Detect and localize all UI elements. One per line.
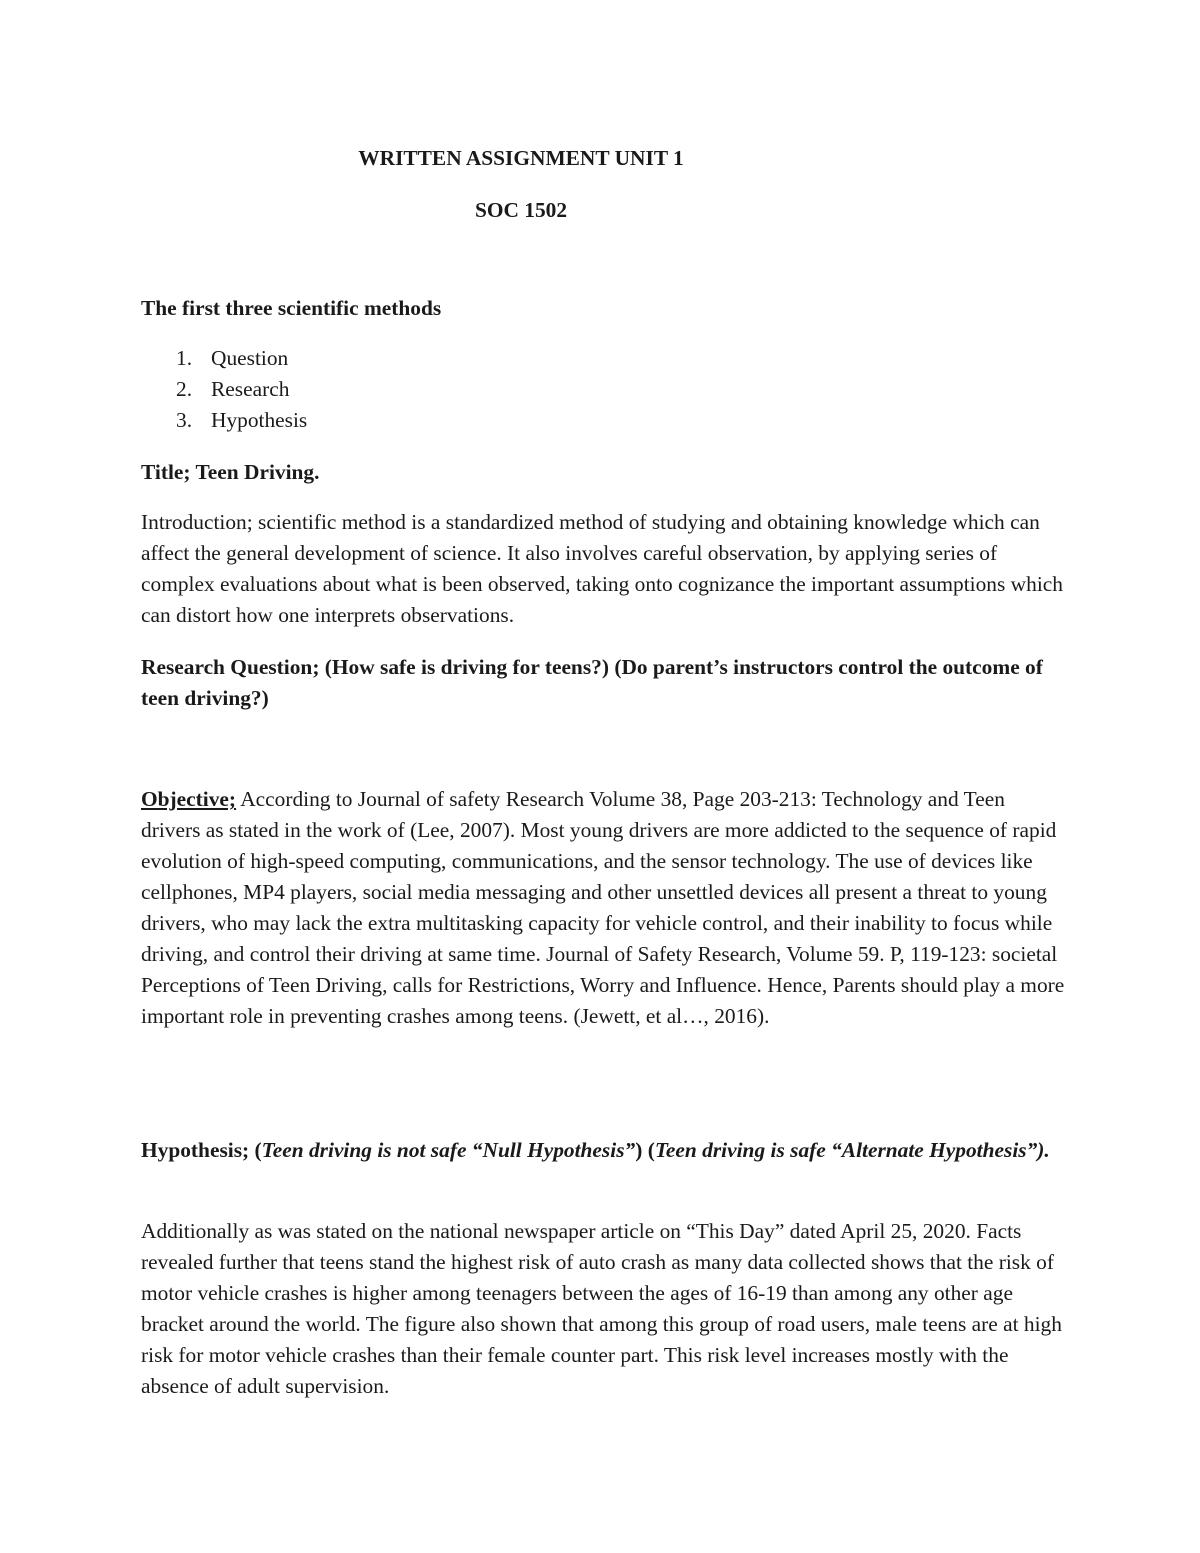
research-question: Research Question; (How safe is driving for teens?) (Do parent’s instructors control the outcome of teen driving?)	[141, 655, 1043, 710]
hypothesis-separator: ; (	[242, 1138, 262, 1162]
objective-text: According to Journal of safety Research Volume 38, Page 203-213: Technology and Teen drivers as stated in the work of (Lee, 2007). Most young drivers are more addicted to the sequence of rapid evolution of high-speed computing, communications, and the sensor technology. The use of devices like cellphones, MP4 players, social media messaging and other unsettled devices all present a threat to young drivers, who may lack the extra multitasking capacity for vehicle control, and their inability to focus while driving, and control their driving at same time. Journal of Safety Research, Volume 59. P, 119-123: societal Perceptions of Teen Driving, calls for Restrictions, Worry and Influence. Hence, Parents should play a more important role in preventing crashes among teens. (Jewett, et al…, 2016).	[141, 787, 1065, 1028]
list-item	[141, 405, 307, 436]
list-item	[141, 374, 307, 405]
list-item	[141, 343, 307, 374]
list-item-number: 3.	[176, 408, 193, 432]
list-item-number: 2.	[176, 377, 193, 401]
methods-heading: The first three scientific methods	[141, 296, 442, 320]
objective-paragraph	[141, 784, 1066, 1032]
list-item-label: Hypothesis	[211, 408, 308, 432]
paper-title: Title; Teen Driving.	[141, 460, 320, 484]
course-code: SOC 1502	[474, 198, 568, 222]
null-hypothesis: Teen driving is not safe “Null Hypothesis”	[261, 1138, 636, 1162]
hypothesis-separator: ) (	[635, 1138, 655, 1162]
hypothesis-label: Hypothesis	[141, 1138, 243, 1162]
hypothesis-paragraph	[141, 1135, 1066, 1166]
list-item-label: Research	[211, 377, 290, 401]
objective-label: Objective;	[141, 787, 237, 811]
methods-list	[141, 343, 307, 436]
additional-paragraph: Additionally as was stated on the national newspaper article on “This Day” dated April 25, 2020. Facts revealed further that teens stand the highest risk of auto crash as many data collected shows that the risk of motor vehicle crashes is higher among teenagers between the ages of 16-19 than among any other age bracket around the world. The figure also shown that among this group of road users, male teens are at high risk for motor vehicle crashes than their female counter part. This risk level increases mostly with the absence of adult supervision.	[141, 1219, 1062, 1398]
introduction-paragraph: Introduction; scientific method is a standardized method of studying and obtaining knowledge which can affect the general development of science. It also involves careful observation, by applying series of complex evaluations about what is been observed, taking onto cognizance the important assumptions which can distort how one interprets observations.	[141, 510, 1063, 627]
list-item-number: 1.	[176, 346, 193, 370]
alternate-hypothesis: Teen driving is safe “Alternate Hypothesis”).	[654, 1138, 1050, 1162]
list-item-label: Question	[211, 346, 289, 370]
document-title: WRITTEN ASSIGNMENT UNIT 1	[358, 146, 684, 170]
